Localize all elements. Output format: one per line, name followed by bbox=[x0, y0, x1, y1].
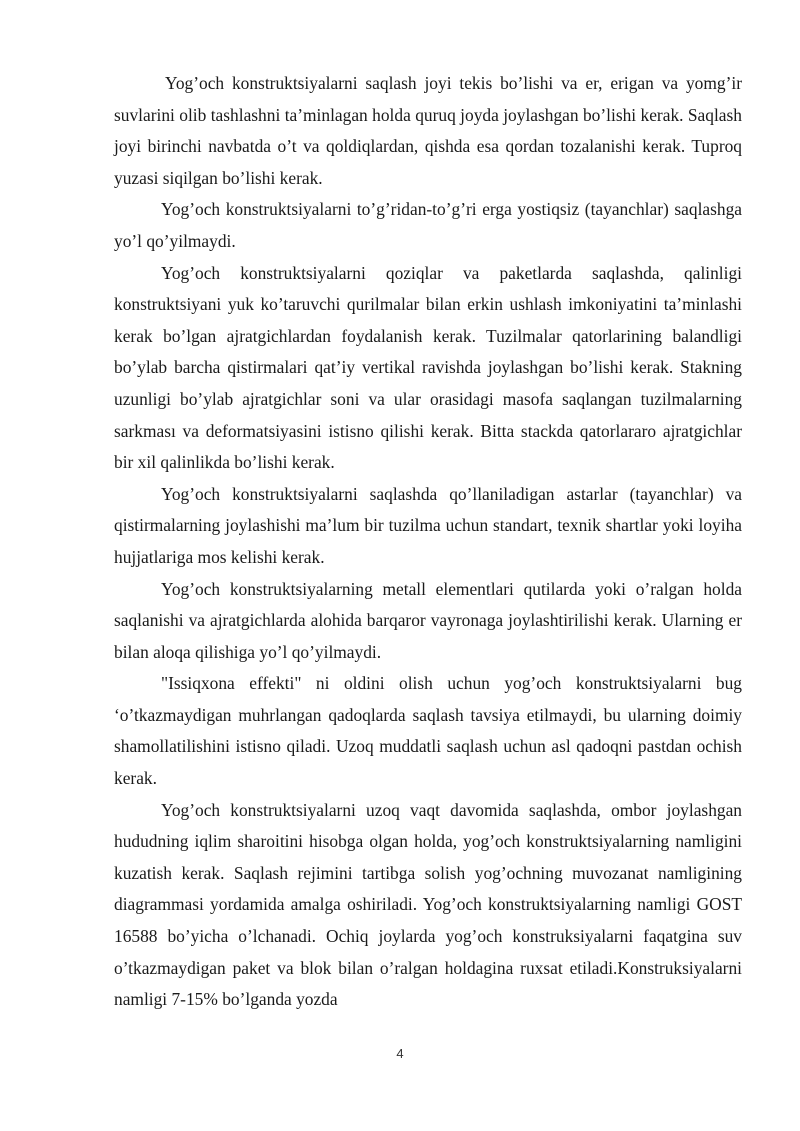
paragraph-storage-site: Yog’och konstruktsiyalarni saqlash joyi tekis bo’lishi va er, erigan va yomg’ir suvlarini olib tashlashni ta’minlagan holda quruq joyda joylashgan bo’lishi kerak. Saqlash joyi birinchi navbatda o’t va qoldiqlardan, qishda esa qordan tozalanishi kerak. Tuproq yuzasi siqilgan bo’lishi kerak. bbox=[114, 73, 742, 188]
paragraph-no-ground-contact: Yog’och konstruktsiyalarni to’g’ridan-to’g’ri erga yostiqsiz (tayanchlar) saqlashga yo’l qo’yilmaydi. bbox=[114, 199, 742, 251]
page-number: 4 bbox=[396, 1046, 404, 1061]
paragraph-long-term-storage: Yog’och konstruktsiyalarni uzoq vaqt davomida saqlashda, ombor joylashgan hududning iqlim sharoitini hisobga olgan holda, yog’och konstruktsiyalarning namligini kuzatish kerak. Saqlash rejimini tartibga solish yog’ochning muvozanat namligining diagrammasi yordamida amalga oshiriladi. Yog’och konstruktsiyalarning namligi GOST 16588 bo’yicha o’lchanadi. Ochiq joylarda yog’och konstruksiyalarni faqatgina suv o’tkazmaydigan paket va blok bilan o’ralgan holdagina ruxsat etiladi.Konstruksiyalarni namligi 7-15% bo’lganda yozda bbox=[114, 799, 742, 1010]
page-body bbox=[114, 68, 742, 1016]
paragraph-metal-elements: Yog’och konstruktsiyalarning metall elementlari qutilarda yoki o’ralgan holda saqlanishi va ajratgichlarda alohida barqaror vayronaga joylashtirilishi kerak. Ularning er bilan aloqa qilishiga yo’l qo’yilmaydi. bbox=[114, 578, 742, 662]
paragraph-greenhouse-effect: "Issiqxona effekti" ni oldini olish uchun yog’och konstruktsiyalarni bug ‘o’tkazmaydigan muhrlangan qadoqlarda saqlash tavsiya etilmaydi, bu ularning doimiy shamollatilishini istisno qiladi. Uzoq muddatli saqlash uchun asl qadoqni pastdan ochish kerak. bbox=[114, 673, 742, 789]
paragraph-supports-placement: Yog’och konstruktsiyalarni saqlashda qo’llaniladigan astarlar (tayanchlar) va qistirmalarning joylashishi ma’lum bir tuzilma uchun standart, texnik shartlar yoki loyiha hujjatlariga mos kelishi kerak. bbox=[114, 483, 742, 567]
paragraph-stacking-separators: Yog’och konstruktsiyalarni qoziqlar va paketlarda saqlashda, qalinligi konstruktsiyani yuk ko’taruvchi qurilmalar bilan erkin ushlash imkoniyatini ta’minlashi kerak bo’lgan ajratgichlardan foydalanish kerak. Tuzilmalar qatorlarining balandligi bo’ylab barcha qistirmalari qat’iy vertikal ravishda joylashgan bo’lishi kerak. Stakning uzunligi bo’ylab ajratgichlar soni va ular orasidagi masofa saqlangan tuzilmalarning sarkması va deformatsiyasini istisno qilishi kerak. Bitta stackda qatorlararo ajratgichlar bir xil qalinlikda bo’lishi kerak. bbox=[114, 262, 742, 473]
